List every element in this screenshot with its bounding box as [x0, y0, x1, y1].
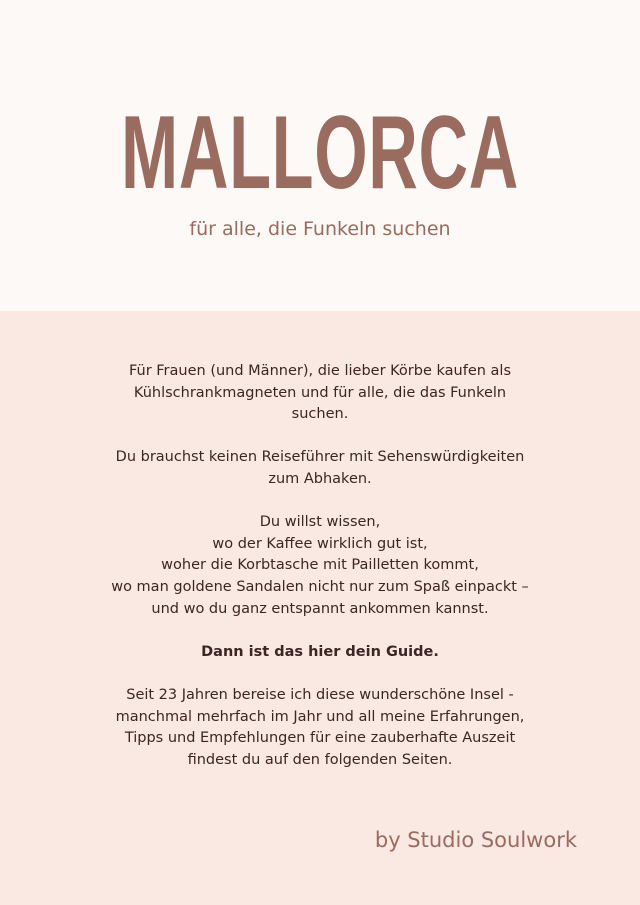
text-line: Kühlschrankmagneten und für alle, die das Funkeln — [133, 384, 507, 401]
text-line: manchmal mehrfach im Jahr und all meine Erfahrungen, — [115, 708, 525, 725]
intro-paragraph-4 — [80, 685, 560, 771]
intro-paragraph-2 — [80, 447, 560, 490]
text-line: suchen. — [291, 406, 349, 423]
text-line: Du willst wissen, — [259, 514, 381, 531]
intro-paragraph-1 — [80, 361, 560, 426]
text-line: und wo du ganz entspannt ankommen kannst. — [151, 600, 489, 617]
text-line: wo der Kaffee wirklich gut ist, — [212, 535, 428, 552]
author-byline: by Studio Soulwork — [374, 828, 577, 852]
call-to-action: Dann ist das hier dein Guide. — [201, 643, 439, 660]
page-subtitle: für alle, die Funkeln suchen — [189, 218, 451, 240]
text-line: wo man goldene Sandalen nicht nur zum Spaß einpackt – — [111, 578, 529, 595]
text-line: Seit 23 Jahren bereise ich diese wunderschöne Insel - — [126, 686, 514, 703]
text-line: Für Frauen (und Männer), die lieber Körbe kaufen als — [128, 363, 512, 379]
text-line: woher die Korbtasche mit Pailletten kommt, — [161, 557, 479, 574]
page-title: MALLORCA — [120, 95, 519, 211]
text-line: Du brauchst keinen Reiseführer mit Sehenswürdigkeiten — [115, 449, 525, 466]
text-line: Tipps und Empfehlungen für eine zauberhafte Auszeit — [124, 730, 516, 747]
intro-text — [80, 361, 560, 793]
text-line: findest du auf den folgenden Seiten. — [187, 751, 453, 768]
text-line: zum Abhaken. — [268, 470, 372, 487]
intro-paragraph-3 — [80, 512, 560, 620]
